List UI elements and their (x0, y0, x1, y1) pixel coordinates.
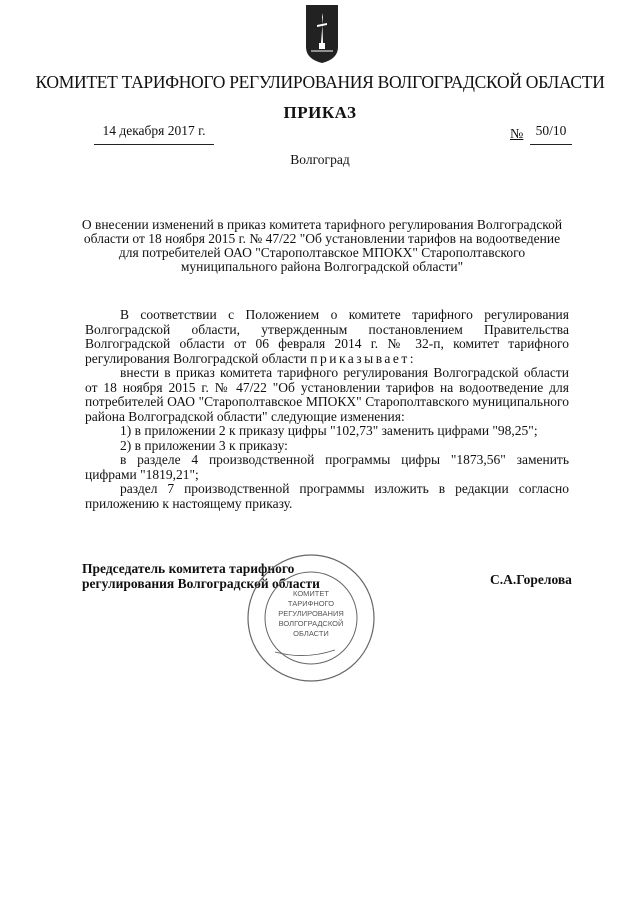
official-stamp (245, 552, 377, 684)
document-body (85, 308, 569, 511)
organization-name: КОМИТЕТ ТАРИФНОГО РЕГУЛИРОВАНИЯ ВОЛГОГРАДСКОЙ ОБЛАСТИ (35, 72, 605, 92)
paragraph-preamble (85, 308, 569, 366)
paragraph-section4: в разделе 4 производственной программы цифры "1873,56" заменить цифрами "1819,21"; (85, 452, 569, 482)
paragraph-section7: раздел 7 производственной программы изложить в редакции согласно приложению к настоящему приказу. (85, 481, 569, 511)
position-line-1: Председатель комитета тарифного (82, 561, 295, 576)
stamp-line-1: КОМИТЕТ (293, 589, 329, 598)
stamp-line-2: ТАРИФНОГО (287, 599, 335, 608)
document-date: 14 декабря 2017 г. (94, 123, 214, 145)
document-number: 50/10 (530, 123, 572, 145)
stamp-line-3: РЕГУЛИРОВАНИЯ (278, 609, 344, 618)
document-type: ПРИКАЗ (283, 103, 357, 122)
number-sign: № (510, 127, 524, 142)
coat-of-arms-emblem (303, 3, 341, 65)
city: Волгоград (290, 152, 350, 167)
order-word: приказывает: (310, 350, 417, 366)
paragraph-amendment: внести в приказ комитета тарифного регулирования Волгоградской области от 18 ноября 2015 г. № 47/22 "Об установлении тарифов на водоотведение для потребителей ОАО "Старополтавское МПОКХ" Старополтавского муниципального района Волгоградской области" следующие изменения: (85, 365, 569, 424)
stamp-line-5: ОБЛАСТИ (293, 629, 329, 638)
list-item-2: 2) в приложении 3 к приказу: (120, 437, 288, 453)
stamp-line-4: ВОЛГОГРАДСКОЙ (278, 619, 344, 628)
preamble-text: В соответствии с Положением о комитете тарифного регулирования Волгоградской области, утвержденным постановлением Правительства Волгоградской области от 06 февраля 2014 г. № 32-п, комитет тарифного регулирования Волгоградской области (85, 307, 569, 366)
position-line-2: регулирования Волгоградской области (82, 575, 320, 591)
signatory-name: С.А.Горелова (490, 572, 572, 587)
list-item-1: 1) в приложении 2 к приказу цифры "102,73" заменить цифрами "98,25"; (120, 423, 538, 438)
document-subject: О внесении изменений в приказ комитета тарифного регулирования Волгоградской области от 18 ноября 2015 г. № 47/22 "Об установлении тарифов на водоотведение для потребителей ОАО "Старополтавское МПОКХ" Старополтавского муниципального района Волгоградской области" (81, 217, 563, 274)
